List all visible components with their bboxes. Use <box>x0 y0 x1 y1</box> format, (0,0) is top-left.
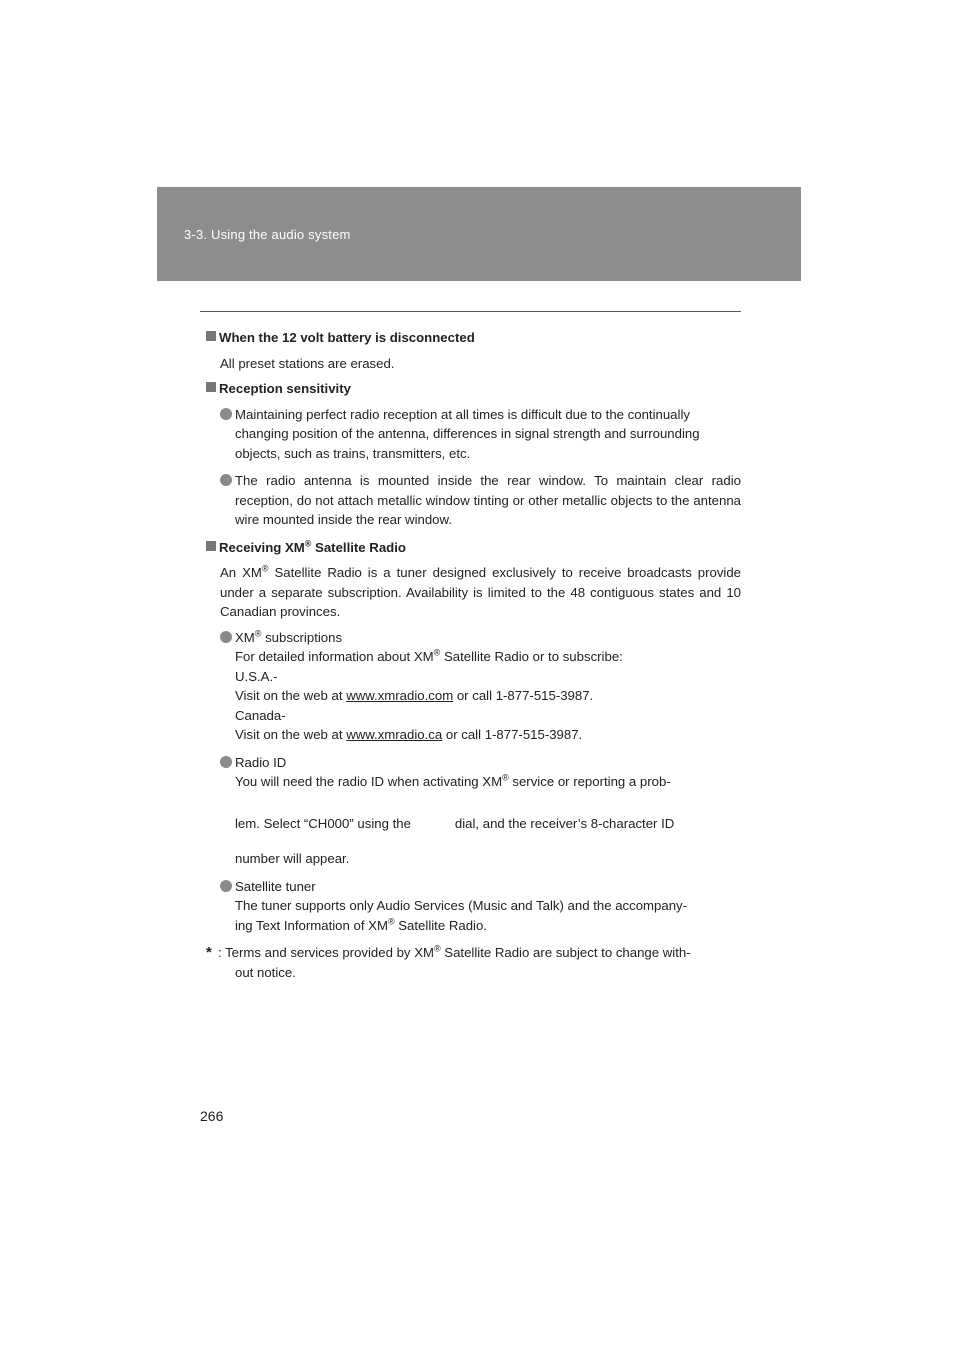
round-bullet-icon <box>220 880 232 892</box>
reception-bullet-1: Maintaining perfect radio reception at all times is difficult due to the continually changing position of the antenna, differences in signal strength and surrounding objects, such as trains, transmitters, etc. <box>220 405 741 464</box>
battery-body: All preset stations are erased. <box>220 355 395 371</box>
square-bullet-icon <box>206 331 216 341</box>
top-divider <box>200 311 741 312</box>
round-bullet-icon <box>220 474 232 486</box>
page-content <box>206 326 741 982</box>
heading-battery-disconnected: When the 12 volt battery is disconnected <box>206 328 741 348</box>
asterisk-mark: * <box>206 944 212 961</box>
square-bullet-icon <box>206 541 216 551</box>
xm-subscriptions: XM® subscriptions For detailed information about XM® Satellite Radio or to subscribe: U.S.A.- Visit on the web at www.xmradio.com or call 1-877-515-3987. Canada- Visit on the web at www.xmradio.ca or call 1-877-515-3987. <box>220 628 741 745</box>
square-bullet-icon <box>206 382 216 392</box>
xm-intro: An XM® Satellite Radio is a tuner designed exclusively to receive broadcasts provide under a separate subscription. Availability is limited to the 48 contiguous states and 10 Canadian provinces. <box>220 563 742 619</box>
xm-satellite-tuner: Satellite tuner The tuner supports only Audio Services (Music and Talk) and the accompany- ing Text Information of XM® Satellite Radio. <box>220 877 741 936</box>
registered-mark: ® <box>304 538 312 549</box>
round-bullet-icon <box>220 408 232 420</box>
section-header-band <box>157 187 801 281</box>
reception-bullet-2: The radio antenna is mounted inside the rear window. To maintain clear radio reception, do not attach metallic window tinting or other metallic objects to the antenna wire mounted inside the rear window. <box>220 471 741 530</box>
heading-reception-sensitivity: Reception sensitivity <box>206 379 741 399</box>
heading-receiving-xm: Receiving XM® Satellite Radio <box>206 538 741 558</box>
page-number: 266 <box>200 1108 224 1124</box>
xmradio-com-link[interactable]: www.xmradio.com <box>346 688 454 703</box>
xm-radio-id: Radio ID You will need the radio ID when activating XM® service or reporting a prob- lem. Select “CH000” using the dial, and the receiver’s 8-character ID number will appear. <box>220 753 741 869</box>
xmradio-ca-link[interactable]: www.xmradio.ca <box>346 727 443 742</box>
footnote: * : Terms and services provided by XM® Satellite Radio are subject to change with- out notice. <box>206 943 741 982</box>
round-bullet-icon <box>220 631 232 643</box>
round-bullet-icon <box>220 756 232 768</box>
section-title: 3-3. Using the audio system <box>184 227 351 242</box>
